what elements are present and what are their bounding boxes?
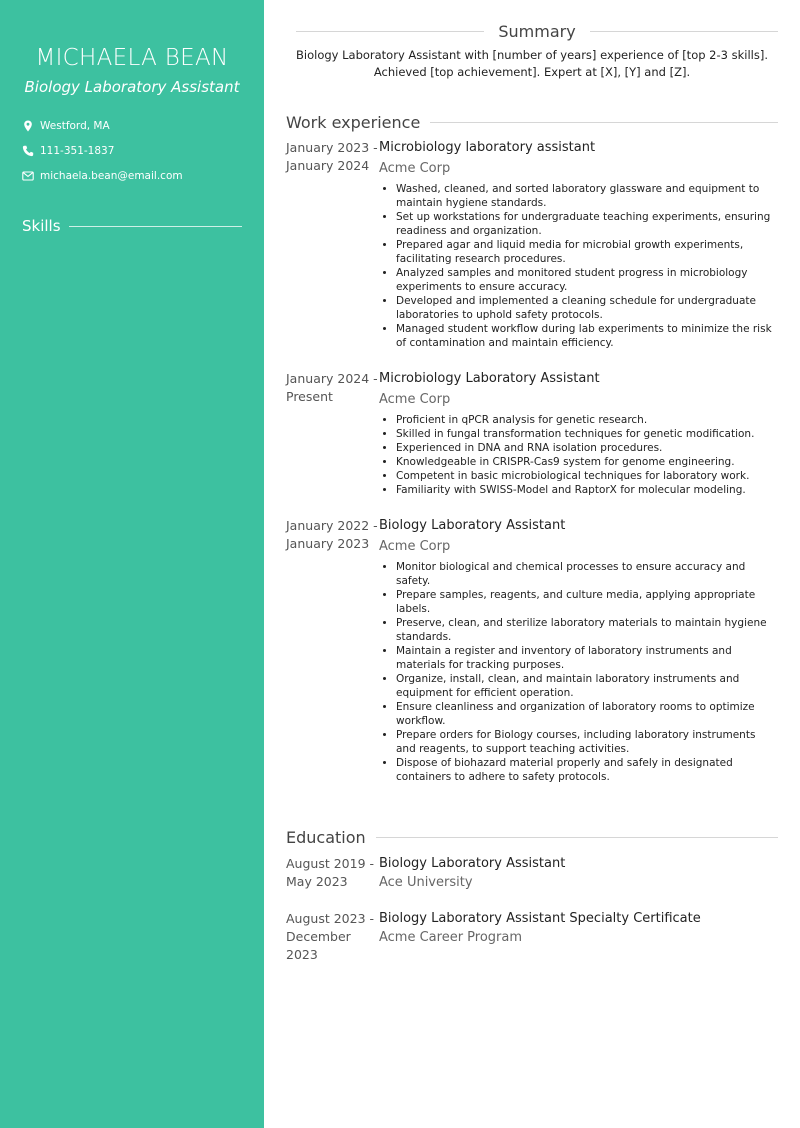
bullet-list — [379, 413, 778, 497]
entry-body — [379, 517, 778, 784]
bullet-list — [379, 560, 778, 784]
entry-date — [286, 910, 379, 964]
skills-divider — [69, 226, 242, 227]
phone-text: 111-351-1837 — [40, 144, 115, 157]
date-start: August 2019 - — [286, 856, 375, 871]
date-end: January 2023 — [286, 536, 370, 551]
contact-phone — [22, 143, 242, 158]
bullet-item: • Preserve, clean, and sterilize laboratory materials to maintain hygiene standards. — [396, 616, 778, 644]
company-name: Acme Corp — [379, 392, 451, 407]
skills-heading — [22, 217, 242, 235]
sidebar — [0, 0, 264, 1128]
institution-name: Ace University — [379, 875, 473, 890]
job-title: Microbiology laboratory assistant — [379, 140, 596, 155]
bullet-item: • Prepare samples, reagents, and culture media, applying appropriate labels. — [396, 588, 778, 616]
bullet-item: • Monitor biological and chemical processes to ensure accuracy and safety. — [396, 560, 778, 588]
work-entry — [286, 370, 778, 497]
bullet-item: • Analyzed samples and monitored student progress in microbiology experiments to ensure accuracy. — [396, 266, 778, 294]
entry-date — [286, 139, 379, 350]
date-start: January 2023 - — [286, 140, 378, 155]
bullet-item: • Competent in basic microbiological techniques for laboratory work. — [396, 469, 778, 483]
bullet-item: • Ensure cleanliness and organization of laboratory rooms to optimize workflow. — [396, 700, 778, 728]
work-entry — [286, 517, 778, 784]
company-name: Acme Corp — [379, 539, 451, 554]
phone-icon — [22, 145, 34, 157]
summary-divider-left — [296, 31, 484, 32]
work-entry — [286, 139, 778, 350]
candidate-name: MICHAELA BEAN — [35, 45, 229, 71]
candidate-role: Biology Laboratory Assistant — [24, 78, 240, 96]
education-heading-label: Education — [286, 828, 366, 847]
summary-divider-right — [590, 31, 778, 32]
bullet-item: • Experienced in DNA and RNA isolation procedures. — [396, 441, 778, 455]
bullet-item: • Managed student workflow during lab experiments to minimize the risk of contamination and maintain efficiency. — [396, 322, 778, 350]
date-end: May 2023 — [286, 874, 348, 889]
date-end: December 2023 — [286, 929, 351, 962]
location-text: Westford, MA — [40, 119, 110, 132]
date-end: Present — [286, 389, 333, 404]
bullet-item: • Skilled in fungal transformation techniques for genetic modification. — [396, 427, 778, 441]
date-end: January 2024 — [286, 158, 370, 173]
education-entry — [286, 910, 778, 964]
education-entry — [286, 855, 778, 892]
entry-body — [379, 370, 778, 497]
entry-body — [379, 139, 778, 350]
summary-heading-label: Summary — [498, 22, 576, 41]
bullet-item: • Set up workstations for undergraduate teaching experiments, ensuring readiness and organization. — [396, 210, 778, 238]
bullet-item: • Familiarity with SWISS-Model and RaptorX for molecular modeling. — [396, 483, 778, 497]
degree-title: Biology Laboratory Assistant — [379, 856, 566, 871]
bullet-item: • Prepared agar and liquid media for microbial growth experiments, facilitating research procedures. — [396, 238, 778, 266]
skills-heading-label: Skills — [22, 217, 61, 235]
entry-date — [286, 517, 379, 784]
entry-body — [379, 855, 778, 892]
bullet-item: • Maintain a register and inventory of laboratory instruments and materials for tracking purposes. — [396, 644, 778, 672]
main-content — [264, 0, 800, 1128]
education-divider — [376, 837, 778, 838]
entry-body — [379, 910, 778, 964]
degree-title: Biology Laboratory Assistant Specialty Certificate — [379, 911, 701, 926]
envelope-icon — [22, 170, 34, 182]
bullet-item: • Proficient in qPCR analysis for genetic research. — [396, 413, 778, 427]
bullet-item: • Developed and implemented a cleaning schedule for undergraduate laboratories to uphold safety protocols. — [396, 294, 778, 322]
work-divider — [430, 122, 778, 123]
summary-heading — [296, 22, 778, 41]
email-text: michaela.bean@email.com — [40, 169, 183, 182]
work-heading — [286, 113, 778, 132]
entry-date — [286, 370, 379, 497]
work-heading-label: Work experience — [286, 113, 421, 132]
company-name: Acme Corp — [379, 161, 451, 176]
bullet-item: • Knowledgeable in CRISPR-Cas9 system for genome engineering. — [396, 455, 778, 469]
entry-date — [286, 855, 379, 892]
date-start: January 2024 - — [286, 371, 378, 386]
contact-email — [22, 168, 242, 183]
job-title: Microbiology Laboratory Assistant — [379, 371, 600, 386]
date-start: August 2023 - — [286, 911, 375, 926]
bullet-list — [379, 182, 778, 350]
job-title: Biology Laboratory Assistant — [379, 518, 566, 533]
date-start: January 2022 - — [286, 518, 378, 533]
bullet-item: • Dispose of biohazard material properly and safely in designated containers to adhere to safety protocols. — [396, 756, 778, 784]
map-pin-icon — [22, 120, 34, 132]
bullet-item: • Organize, install, clean, and maintain laboratory instruments and equipment for efficient operation. — [396, 672, 778, 700]
education-heading — [286, 828, 778, 847]
summary-text: Biology Laboratory Assistant with [number of years] experience of [top 2-3 skills]. Achieved [top achievement]. Expert at [X], [Y] and [Z]. — [296, 48, 768, 79]
contact-location — [22, 118, 242, 133]
institution-name: Acme Career Program — [379, 930, 523, 945]
bullet-item: • Prepare orders for Biology courses, including laboratory instruments and reagents, to support teaching activities. — [396, 728, 778, 756]
bullet-item: • Washed, cleaned, and sorted laboratory glassware and equipment to maintain hygiene standards. — [396, 182, 778, 210]
